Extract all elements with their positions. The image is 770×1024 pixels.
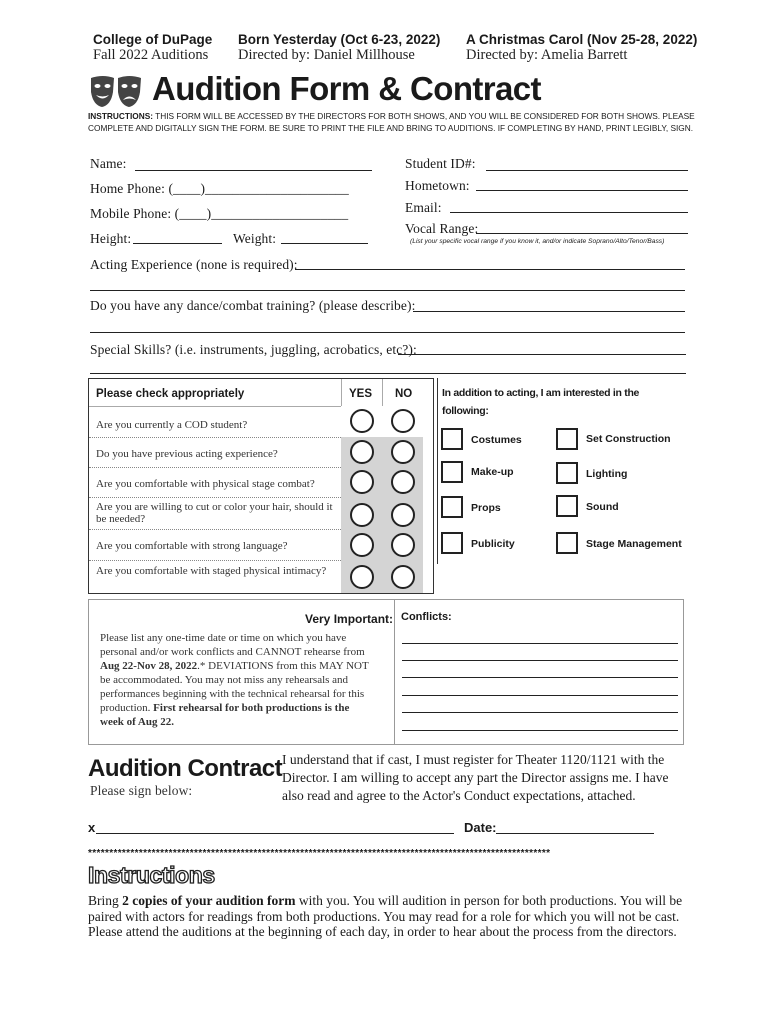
name-field[interactable] — [135, 170, 372, 171]
yes-radio[interactable] — [350, 565, 374, 589]
instructions-text — [88, 893, 688, 940]
no-radio[interactable] — [391, 440, 415, 464]
theater-masks-icon — [88, 74, 144, 110]
conflict-line[interactable] — [402, 677, 678, 678]
conflict-dates: Aug 22-Nov 28, 2022 — [100, 660, 198, 672]
sound-checkbox[interactable] — [556, 495, 578, 517]
email-label: Email: — [405, 200, 442, 215]
signature-x: x — [88, 820, 96, 835]
set-construction-label: Set Construction — [586, 433, 671, 445]
instructions-text-c: with you. You will audition in person for both productions. You will be paired with actors for readings from both productions. You may read for a role for which you will not be cast. Please attend the auditions at the beginning of each day, in order to hear about the process from the directors. — [88, 893, 683, 939]
conflicts-label: Conflicts: — [401, 611, 452, 623]
conflicts-divider — [394, 600, 395, 744]
lighting-checkbox[interactable] — [556, 462, 578, 484]
costumes-checkbox[interactable] — [441, 428, 463, 450]
no-radio[interactable] — [391, 565, 415, 589]
very-important-text — [100, 631, 374, 729]
no-radio[interactable] — [391, 503, 415, 527]
special-skills-line-2[interactable] — [90, 373, 686, 374]
question-hair: Are you are willing to cut or color your hair, should it be needed? — [96, 501, 333, 525]
question-strong-language: Are you comfortable with strong language? — [96, 540, 288, 552]
sound-label: Sound — [586, 501, 619, 513]
question-cod-student: Are you currently a COD student? — [96, 419, 248, 431]
header-divider — [89, 406, 341, 407]
header-divider — [382, 379, 383, 406]
dance-combat-label: Do you have any dance/combat training? (please describe): — [90, 298, 416, 313]
instructions-title: Instructions — [88, 862, 215, 888]
separator-line: ************************************************************************************************************* — [88, 848, 551, 859]
season-label: Fall 2022 Auditions — [93, 47, 209, 63]
checklist-header: Please check appropriately — [96, 388, 245, 400]
conflict-line[interactable] — [402, 712, 678, 713]
copies-note: 2 copies of your audition form — [122, 893, 296, 908]
show2-title: A Christmas Carol (Nov 25-28, 2022) — [466, 32, 698, 47]
date-field[interactable] — [496, 833, 654, 834]
form-title: Audition Form & Contract — [152, 70, 541, 107]
make-up-checkbox[interactable] — [441, 461, 463, 483]
first-rehearsal-note: First rehearsal for both productions is the week of Aug 22. — [100, 702, 350, 728]
acting-experience-label: Acting Experience (none is required): — [90, 257, 298, 272]
weight-label: Weight: — [233, 231, 277, 246]
show2-director: Directed by: Amelia Barrett — [466, 47, 628, 63]
yes-radio[interactable] — [350, 440, 374, 464]
instructions-note-text: THIS FORM WILL BE ACCESSED BY THE DIRECTORS FOR BOTH SHOWS, AND YOU WILL BE CONSIDERED FOR BOTH SHOWS. PLEASE COMPLETE AND DIGITALLY SIGN THE FORM. BE SURE TO PRINT THE FILE AND BRING TO AUDITIONS. IF COMPLETING BY HAND, PRINT LEGIBLY, SIGN. — [88, 111, 695, 133]
student-id-label: Student ID#: — [405, 156, 476, 171]
very-important-label: Very Important: — [305, 612, 394, 626]
name-label: Name: — [90, 156, 127, 171]
instructions-text-a: Bring — [88, 893, 123, 908]
publicity-label: Publicity — [471, 538, 515, 550]
costumes-label: Costumes — [471, 434, 522, 446]
vocal-range-field[interactable] — [476, 233, 688, 234]
stage-management-label: Stage Management — [586, 538, 682, 550]
special-skills-field[interactable] — [398, 354, 686, 355]
yes-radio[interactable] — [350, 503, 374, 527]
acting-experience-field[interactable] — [295, 269, 685, 270]
no-radio[interactable] — [391, 409, 415, 433]
lighting-label: Lighting — [586, 468, 628, 480]
show1-title: Born Yesterday (Oct 6-23, 2022) — [238, 32, 441, 47]
props-checkbox[interactable] — [441, 496, 463, 518]
weight-field[interactable] — [281, 243, 368, 244]
question-intimacy: Are you comfortable with staged physical intimacy? — [96, 565, 327, 577]
height-label: Height: — [90, 231, 132, 246]
contract-title: Audition Contract — [88, 755, 283, 782]
dance-combat-field[interactable] — [413, 311, 685, 312]
contract-text: I understand that if cast, I must register for Theater 1120/1121 with the Director. I am willing to accept any part the Director assigns me. I have also read and agree to the Actor's Conduct expectations, attached. — [282, 752, 669, 803]
question-acting-experience: Do you have previous acting experience? — [96, 448, 278, 460]
yes-radio[interactable] — [350, 533, 374, 557]
height-field[interactable] — [133, 243, 222, 244]
make-up-label: Make-up — [471, 466, 514, 478]
sign-prompt: Please sign below: — [90, 783, 193, 798]
college-name: College of DuPage — [93, 32, 213, 47]
publicity-checkbox[interactable] — [441, 532, 463, 554]
hometown-label: Hometown: — [405, 178, 470, 193]
dance-combat-line-2[interactable] — [90, 332, 685, 333]
header-divider — [341, 379, 342, 406]
email-field[interactable] — [450, 212, 688, 213]
conflict-line[interactable] — [402, 643, 678, 644]
vocal-range-note: (List your specific vocal range if you know it, and/or indicate Soprano/Alto/Tenor/Bass) — [410, 238, 665, 245]
instructions-note — [88, 111, 700, 134]
instructions-note-label: INSTRUCTIONS: — [88, 111, 153, 121]
no-header: NO — [395, 388, 413, 400]
row-divider — [89, 437, 341, 438]
row-divider — [89, 467, 341, 468]
yes-radio[interactable] — [350, 409, 374, 433]
stage-management-checkbox[interactable] — [556, 532, 578, 554]
conflict-line[interactable] — [402, 730, 678, 731]
show1-director: Directed by: Daniel Millhouse — [238, 47, 415, 63]
very-important-text-a: Please list any one-time date or time on which you have personal and/or work conflicts and CANNOT rehearse from — [100, 632, 365, 658]
checklist-table — [88, 378, 434, 594]
home-phone-field[interactable]: Home Phone: (____)_____________________ — [90, 181, 349, 196]
no-radio[interactable] — [391, 470, 415, 494]
conflict-line[interactable] — [402, 660, 678, 661]
set-construction-checkbox[interactable] — [556, 428, 578, 450]
acting-experience-line-2[interactable] — [90, 290, 685, 291]
question-stage-combat: Are you comfortable with physical stage combat? — [96, 478, 315, 490]
hometown-field[interactable] — [476, 190, 688, 191]
vocal-range-label: Vocal Range: — [405, 221, 479, 236]
very-important-text-c: .* DEVIATIONS from this MAY NOT be accommodated. You may not miss any rehearsals and performances beginning with the technical rehearsal for this production. — [100, 660, 369, 714]
row-divider — [89, 560, 341, 561]
special-skills-label: Special Skills? (i.e. instruments, juggling, acrobatics, etc?): — [90, 342, 417, 357]
yes-header: YES — [349, 388, 373, 400]
interests-panel — [437, 378, 687, 564]
row-divider — [89, 497, 341, 498]
date-label: Date: — [464, 820, 497, 835]
no-radio[interactable] — [391, 533, 415, 557]
row-divider — [89, 529, 341, 530]
signature-field[interactable] — [96, 833, 454, 834]
props-label: Props — [471, 502, 501, 514]
interests-header: In addition to acting, I am interested in the following: — [442, 387, 640, 417]
mobile-phone-field[interactable]: Mobile Phone: (____)____________________ — [90, 206, 349, 221]
yes-radio[interactable] — [350, 470, 374, 494]
conflict-line[interactable] — [402, 695, 678, 696]
student-id-field[interactable] — [486, 170, 688, 171]
conflicts-box — [88, 599, 684, 745]
